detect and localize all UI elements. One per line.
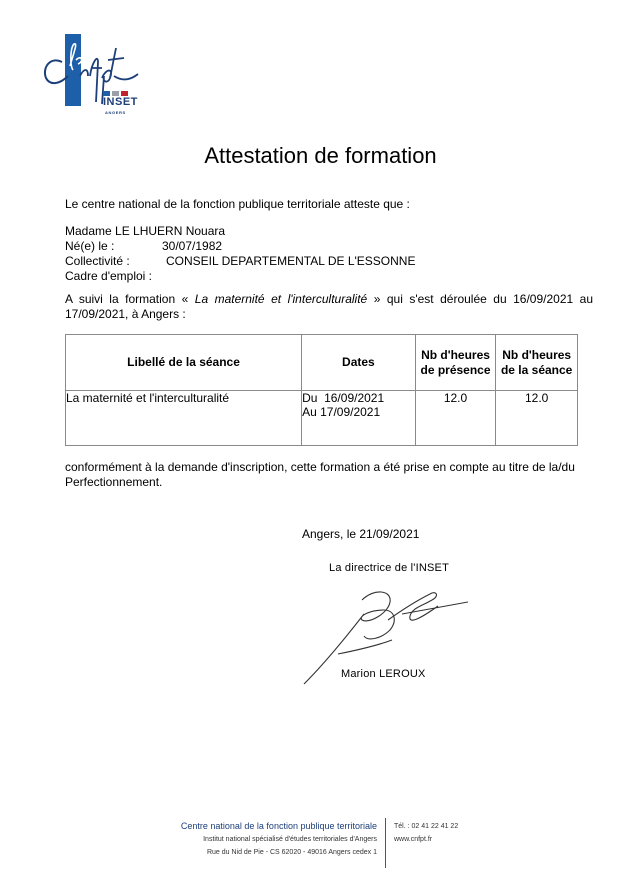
page-title: Attestation de formation	[204, 143, 437, 168]
table-header-row	[66, 335, 578, 391]
footer-org: Centre national de la fonction publique territoriale	[180, 821, 377, 831]
cadre-label: Cadre d'emploi :	[65, 269, 152, 283]
footer-right	[394, 820, 458, 846]
cell-date-to: Au 17/09/2021	[302, 405, 381, 419]
person-name: Madame LE LHUERN Nouara	[65, 224, 226, 238]
birth-row	[65, 239, 485, 254]
footer-institute: Institut national spécialisé d'études territoriales d'Angers	[203, 836, 377, 843]
cell-libelle: La maternité et l'interculturalité	[66, 391, 302, 446]
footer-divider	[385, 818, 386, 868]
intro-text: Le centre national de la fonction publique territoriale atteste que :	[65, 197, 410, 211]
formation-sentence	[65, 292, 593, 322]
header-nb-presence-line2: de présence	[420, 362, 491, 377]
logo-inset-text: INSET	[103, 96, 138, 108]
signatory-name: Marion LEROUX	[341, 668, 426, 680]
logo-city-text: ANGERS	[105, 110, 126, 115]
collectivite-label: Collectivité :	[65, 254, 130, 268]
footer-web: www.cnfpt.fr	[394, 836, 433, 843]
birth-label: Né(e) le :	[65, 239, 115, 253]
cell-nb-presence: 12.0	[415, 391, 496, 446]
person-block	[65, 224, 485, 284]
header-nb-seance	[496, 335, 578, 391]
cadre-row	[65, 269, 485, 284]
conformement-line-2: Perfectionnement.	[65, 475, 163, 489]
header-nb-seance-line2: de la séance	[500, 362, 573, 377]
header-nb-presence	[415, 335, 496, 391]
conformement-line-1: conformément à la demande d'inscription, cette formation a été prise en compte au titre de la/du	[65, 460, 575, 474]
formation-part1: A suivi la formation «	[65, 292, 195, 306]
footer-tel: Tél. : 02 41 22 41 22	[394, 823, 459, 830]
formation-line-2: 17/09/2021, à Angers :	[65, 307, 186, 321]
collectivite-row	[65, 254, 485, 269]
cell-date-from: Du 16/09/2021	[302, 391, 385, 405]
header-libelle: Libellé de la séance	[66, 335, 302, 391]
sessions-table	[65, 334, 578, 446]
header-dates: Dates	[302, 335, 416, 391]
cell-nb-seance: 12.0	[496, 391, 578, 446]
signatory-title: La directrice de l'INSET	[329, 562, 449, 574]
header-nb-seance-line1: Nb d'heures	[502, 347, 572, 362]
logo-script-c	[45, 60, 68, 83]
cell-dates	[302, 391, 416, 446]
footer-left	[130, 820, 377, 859]
collectivite-value: CONSEIL DEPARTEMENTAL DE L'ESSONNE	[166, 254, 416, 268]
formation-line-1	[65, 292, 593, 307]
conformement-text	[65, 460, 585, 490]
birth-value: 30/07/1982	[162, 239, 223, 253]
table-row	[66, 391, 578, 446]
header-nb-presence-line1: Nb d'heures	[421, 347, 490, 362]
formation-name: La maternité et l'interculturalité	[194, 292, 368, 306]
formation-part2: » qui s'est déroulée du 16/09/2021 au	[367, 292, 593, 306]
place-date: Angers, le 21/09/2021	[302, 527, 420, 541]
person-name-row	[65, 224, 485, 239]
footer-address: Rue du Nid de Pie - CS 62020 - 49016 Angers cedex 1	[206, 849, 377, 856]
